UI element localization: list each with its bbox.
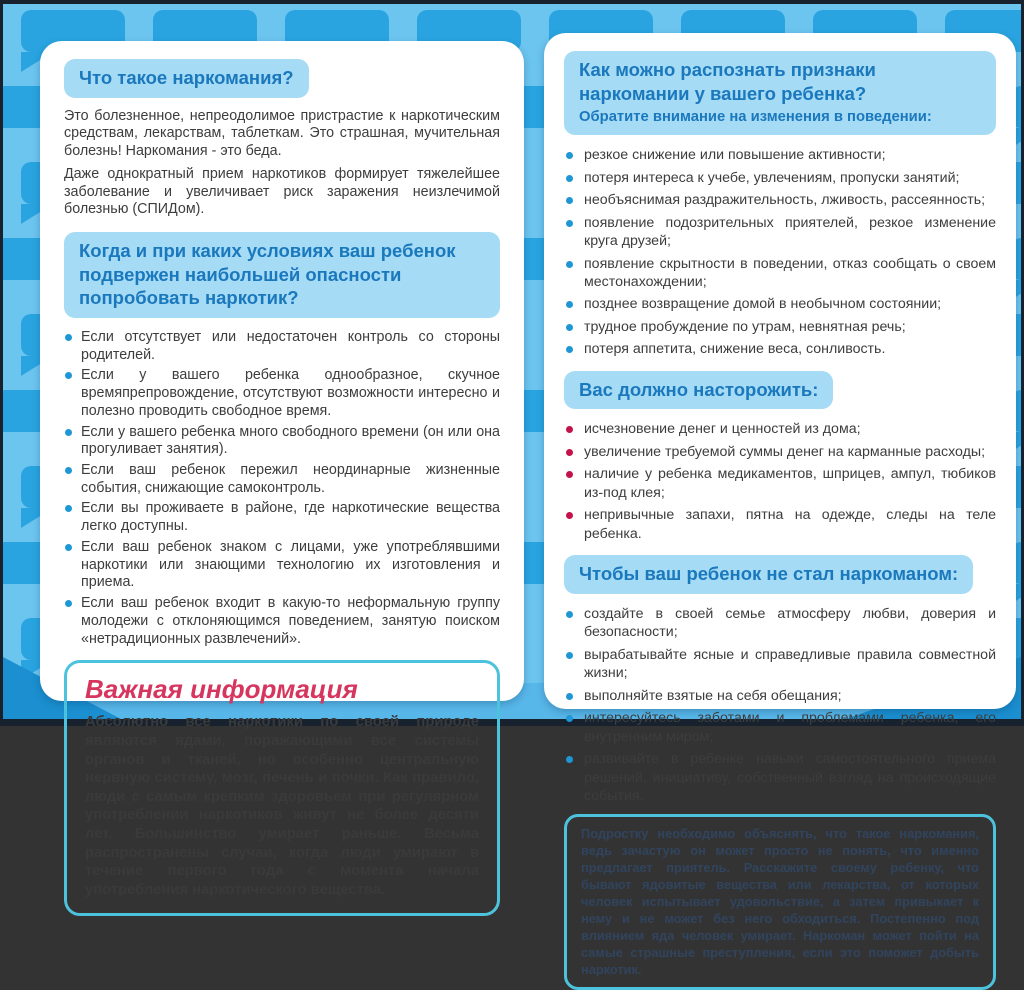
section-title-prevention: Чтобы ваш ребенок не стал наркоманом: (564, 555, 973, 594)
list-item: резкое снижение или повышение активности; (564, 146, 996, 164)
list-item: развивайте в ребенке навыки самостоятельного приема решений, инициативу, собственный взгляд на происходящие события. (564, 750, 996, 805)
list-item: Если у вашего ребенка однообразное, скучное времяпрепровождение, отсутствуют возможности интересно и полезно проводить свободное время. (64, 367, 500, 420)
section-title-risk-conditions: Когда и при каких условиях ваш ребенок подвержен наибольшей опасности попробовать наркотик? (64, 232, 500, 318)
list-item: исчезновение денег и ценностей из дома; (564, 420, 996, 438)
recognize-signs-title: Как можно распознать признаки наркомании у вашего ребенка? (579, 59, 876, 104)
list-item: вырабатывайте ясные и справедливые правила совместной жизни; (564, 646, 996, 683)
left-panel-card (40, 41, 524, 898)
important-info-body: Абсолютно все наркотики по своей природе являются ядами, поражающими все системы органов и тканей, но особенно центральную нервную систему, мозг, печень и почки. Как правило, люди с самым крепким здоровьем при регулярном употреблении наркотиков живут не более десяти лет. Большинство умирает раньше. Весьма распространены случаи, когда люди умирают в течение первого года с момента начала употребления наркотического вещества. (85, 714, 479, 898)
list-item: появление скрытности в поведении, отказ сообщать о своем местонахождении; (564, 255, 996, 292)
list-item: Если ваш ребенок входит в какую-то неформальную группу молодежи с отклоняющимся поведением, занятую поиском «нетрадиционных развлечений». (64, 595, 500, 648)
section-title-what-is-addiction: Что такое наркомания? (64, 59, 309, 98)
list-item: появление подозрительных приятелей, резкое изменение круга друзей; (564, 214, 996, 251)
list-item: Если у вашего ребенка много свободного времени (он или она прогуливает занятия). (64, 424, 500, 459)
list-item: потеря интереса к учебе, увлечениям, пропуски занятий; (564, 169, 996, 187)
list-item: непривычные запахи, пятна на одежде, следы на теле ребенка. (564, 506, 996, 543)
right-panel-card (544, 33, 1016, 977)
list-item: Если вы проживаете в районе, где наркотические вещества легко доступны. (64, 500, 500, 535)
list-item: потеря аппетита, снижение веса, сонливость. (564, 340, 996, 358)
list-item: интересуйтесь заботами и проблемами ребенка, его внутренним миром; (564, 709, 996, 746)
important-info-box (64, 660, 500, 915)
important-info-title: Важная информация (85, 674, 358, 705)
behavior-changes-list (564, 146, 996, 359)
list-item: Если ваш ребенок пережил неординарные жизненные события, снижающие самоконтроль. (64, 462, 500, 497)
explain-to-teen-note-body: Подростку необходимо объяснять, что такое наркомания, ведь зачастую он может просто не понять, что именно предлагает приятель. Расскажите своему ребенку, что бывают ядовитые вещества или лекарства, от которых человек испытывает удовольствие, а затем привыкает к нему и не может без него обходиться. Постепенно под влиянием яда человек умирает. Наркоман может пойти на самые страшные преступления, если это поможет добыть наркотик. (581, 826, 979, 977)
explain-to-teen-note-box (564, 814, 996, 990)
list-item: Если отсутствует или недостаточен контроль со стороны родителей. (64, 329, 500, 364)
risk-conditions-list (64, 329, 500, 648)
list-item: увеличение требуемой суммы денег на карманные расходы; (564, 443, 996, 461)
list-item: позднее возвращение домой в необычном состоянии; (564, 295, 996, 313)
list-item: трудное пробуждение по утрам, невнятная речь; (564, 318, 996, 336)
list-item: наличие у ребенка медикаментов, шприцев, ампул, тюбиков из-под клея; (564, 465, 996, 502)
prevention-list (564, 605, 996, 806)
intro-paragraph-2: Даже однократный прием наркотиков формирует тяжелейшее заболевание и увеличивает риск заражения неизлечимой болезнью (СПИДом). (64, 165, 500, 218)
list-item: выполняйте взятые на себя обещания; (564, 687, 996, 705)
intro-paragraph-1: Это болезненное, непреодолимое пристрастие к наркотическим средствам, лекарствам, таблеткам. Это страшная, мучительная болезнь! Наркомания - это беда. (64, 107, 500, 160)
warning-signs-list (564, 420, 996, 543)
list-item: необъяснимая раздражительность, лживость, рассеянность; (564, 191, 996, 209)
section-title-recognize-signs (564, 51, 996, 135)
list-item: создайте в своей семье атмосферу любви, доверия и безопасности; (564, 605, 996, 642)
recognize-signs-subtitle: Обратите внимание на изменения в поведении: (579, 109, 932, 126)
list-item: Если ваш ребенок знаком с лицами, уже употреблявшими наркотики или знающими технологию их изготовления и приема. (64, 539, 500, 592)
section-title-warning-signs: Вас должно насторожить: (564, 371, 833, 410)
